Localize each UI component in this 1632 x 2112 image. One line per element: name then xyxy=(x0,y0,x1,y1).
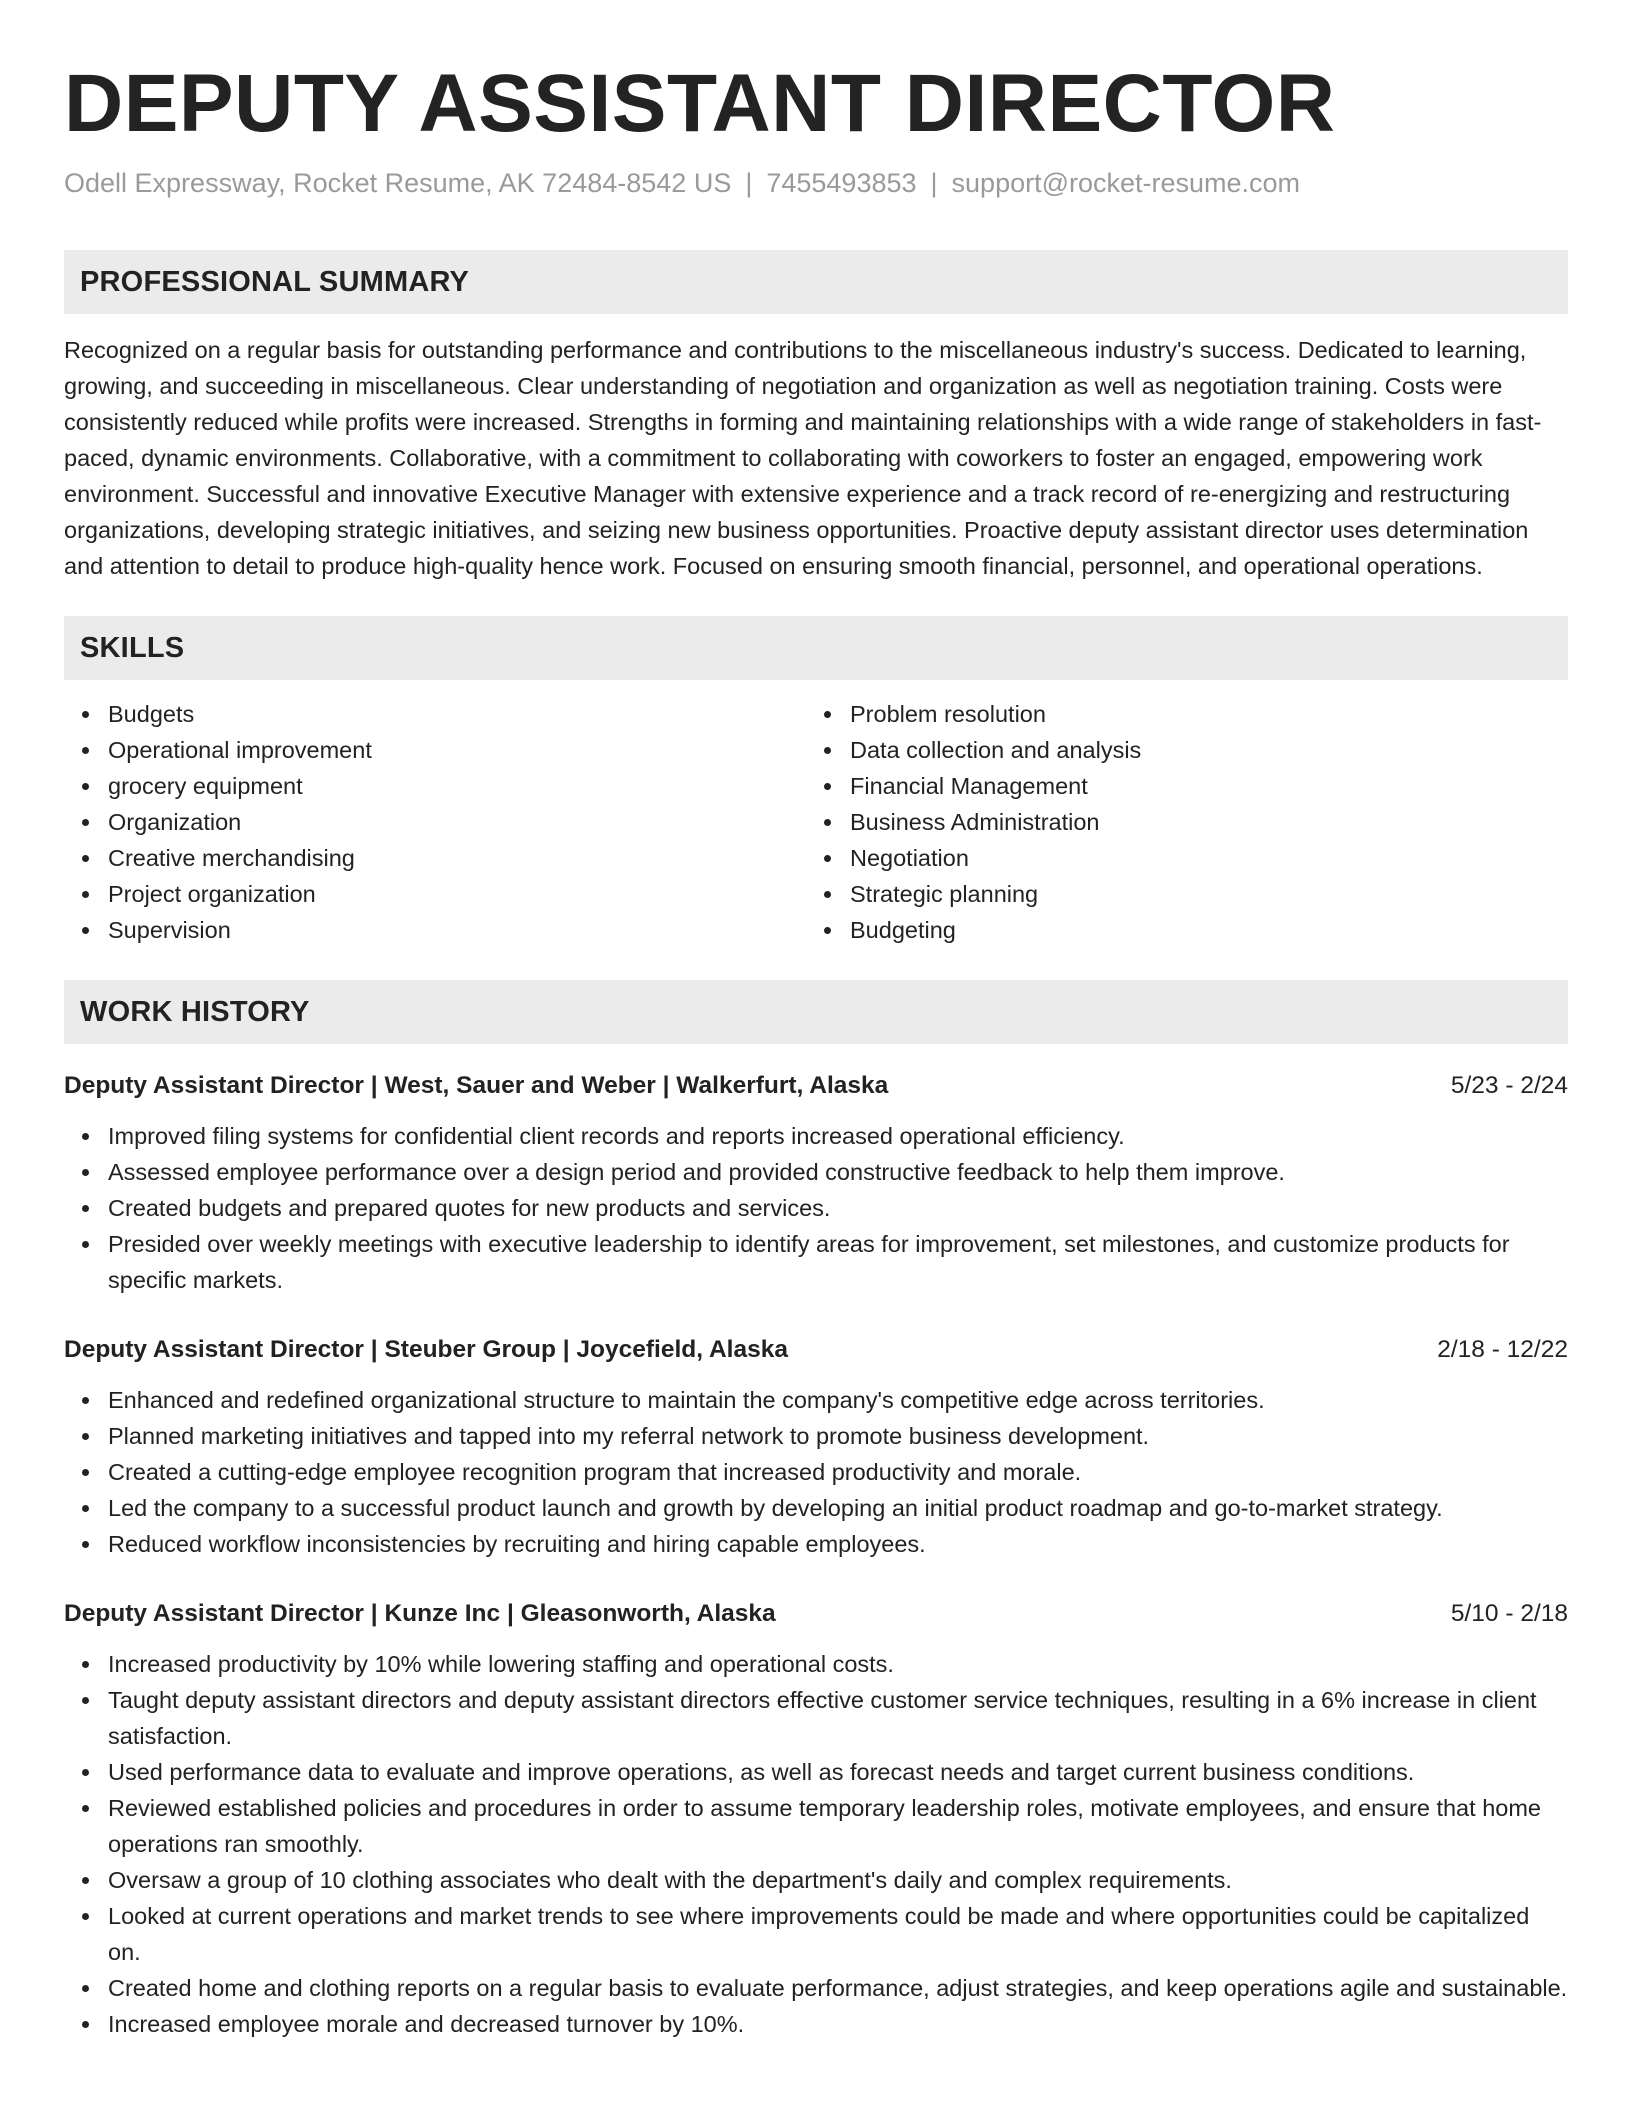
skill-item: Supervision xyxy=(64,912,806,948)
skill-item: Budgeting xyxy=(806,912,1548,948)
job-bullet: Assessed employee performance over a design period and provided constructive feedback to help them improve. xyxy=(64,1154,1568,1190)
resume-page xyxy=(64,0,1568,2042)
skill-item: Organization xyxy=(64,804,806,840)
skills-column-left xyxy=(64,696,806,948)
job-bullet: Looked at current operations and market trends to see where improvements could be made and where opportunities could be capitalized on. xyxy=(64,1898,1568,1970)
job-title: Deputy Assistant Director | Kunze Inc | Gleasonworth, Alaska xyxy=(64,1600,776,1627)
skill-item: Creative merchandising xyxy=(64,840,806,876)
page-title: DEPUTY ASSISTANT DIRECTOR xyxy=(64,58,1336,149)
job-bullet: Reviewed established policies and procedures in order to assume temporary leadership roles, motivate employees, and ensure that home operations ran smoothly. xyxy=(64,1790,1568,1862)
job-entry xyxy=(64,1068,1568,1298)
job-bullet: Created home and clothing reports on a regular basis to evaluate performance, adjust strategies, and keep operations agile and sustainable. xyxy=(64,1970,1568,2006)
job-bullet: Planned marketing initiatives and tapped into my referral network to promote business development. xyxy=(64,1418,1568,1454)
job-bullet: Increased employee morale and decreased turnover by 10%. xyxy=(64,2006,1568,2042)
contact-separator: | xyxy=(745,168,753,198)
skill-item: Financial Management xyxy=(806,768,1548,804)
job-bullet: Taught deputy assistant directors and deputy assistant directors effective customer service techniques, resulting in a 6% increase in client satisfaction. xyxy=(64,1682,1568,1754)
skill-item: Operational improvement xyxy=(64,732,806,768)
skill-item: grocery equipment xyxy=(64,768,806,804)
contact-line xyxy=(64,166,1568,200)
job-entry xyxy=(64,1596,1568,2042)
work-history-heading: WORK HISTORY xyxy=(64,980,1568,1044)
job-dates: 2/18 - 12/22 xyxy=(1437,1336,1568,1363)
summary-text: Recognized on a regular basis for outstanding performance and contributions to the miscellaneous industry's success. Dedicated to learning, growing, and succeeding in miscellaneous. Clear understanding of negotiation and organization as well as negotiation training. Costs were consistently reduced while profits were increased. Strengths in forming and maintaining relationships with a wide range of stakeholders in fast-paced, dynamic environments. Collaborative, with a commitment to collaborating with coworkers to foster an engaged, empowering work environment. Successful and innovative Executive Manager with extensive experience and a track record of re-energizing and restructuring organizations, developing strategic initiatives, and seizing new business opportunities. Proactive deputy assistant director uses determination and attention to detail to produce high-quality hence work. Focused on ensuring smooth financial, personnel, and operational operations. xyxy=(64,337,1542,579)
skills-heading: SKILLS xyxy=(64,616,1568,680)
job-bullet: Reduced workflow inconsistencies by recruiting and hiring capable employees. xyxy=(64,1526,1568,1562)
work-history-list xyxy=(64,1068,1568,2042)
skill-item: Negotiation xyxy=(806,840,1548,876)
skill-item: Business Administration xyxy=(806,804,1548,840)
job-bullet: Created a cutting-edge employee recognition program that increased productivity and morale. xyxy=(64,1454,1568,1490)
job-bullet: Oversaw a group of 10 clothing associates who dealt with the department's daily and complex requirements. xyxy=(64,1862,1568,1898)
contact-separator: | xyxy=(930,168,938,198)
job-entry xyxy=(64,1332,1568,1562)
job-bullet: Presided over weekly meetings with executive leadership to identify areas for improvement, set milestones, and customize products for specific markets. xyxy=(64,1226,1568,1298)
job-header xyxy=(64,1068,1568,1104)
job-header xyxy=(64,1332,1568,1368)
job-bullet: Improved filing systems for confidential client records and reports increased operational efficiency. xyxy=(64,1118,1568,1154)
job-title: Deputy Assistant Director | Steuber Group | Joycefield, Alaska xyxy=(64,1336,788,1363)
job-bullet: Created budgets and prepared quotes for new products and services. xyxy=(64,1190,1568,1226)
skill-item: Strategic planning xyxy=(806,876,1548,912)
job-bullet: Increased productivity by 10% while lowering staffing and operational costs. xyxy=(64,1646,1568,1682)
job-bullets xyxy=(64,1382,1568,1562)
job-dates: 5/10 - 2/18 xyxy=(1450,1600,1568,1627)
job-header xyxy=(64,1596,1568,1632)
summary-heading: PROFESSIONAL SUMMARY xyxy=(64,250,1568,314)
contact-phone: 7455493853 xyxy=(766,168,917,198)
skills-column-right xyxy=(806,696,1548,948)
skill-item: Budgets xyxy=(64,696,806,732)
job-bullets xyxy=(64,1118,1568,1298)
contact-email: support@rocket-resume.com xyxy=(951,168,1301,198)
skills-grid xyxy=(64,696,1568,948)
job-bullet: Used performance data to evaluate and improve operations, as well as forecast needs and target current business conditions. xyxy=(64,1754,1568,1790)
contact-address: Odell Expressway, Rocket Resume, AK 72484-8542 US xyxy=(64,168,732,198)
skill-item: Data collection and analysis xyxy=(806,732,1548,768)
job-bullet: Led the company to a successful product launch and growth by developing an initial product roadmap and go-to-market strategy. xyxy=(64,1490,1568,1526)
job-bullets xyxy=(64,1646,1568,2042)
job-dates: 5/23 - 2/24 xyxy=(1450,1072,1568,1099)
skill-item: Problem resolution xyxy=(806,696,1548,732)
job-title: Deputy Assistant Director | West, Sauer and Weber | Walkerfurt, Alaska xyxy=(64,1072,889,1099)
job-bullet: Enhanced and redefined organizational structure to maintain the company's competitive edge across territories. xyxy=(64,1382,1568,1418)
skill-item: Project organization xyxy=(64,876,806,912)
